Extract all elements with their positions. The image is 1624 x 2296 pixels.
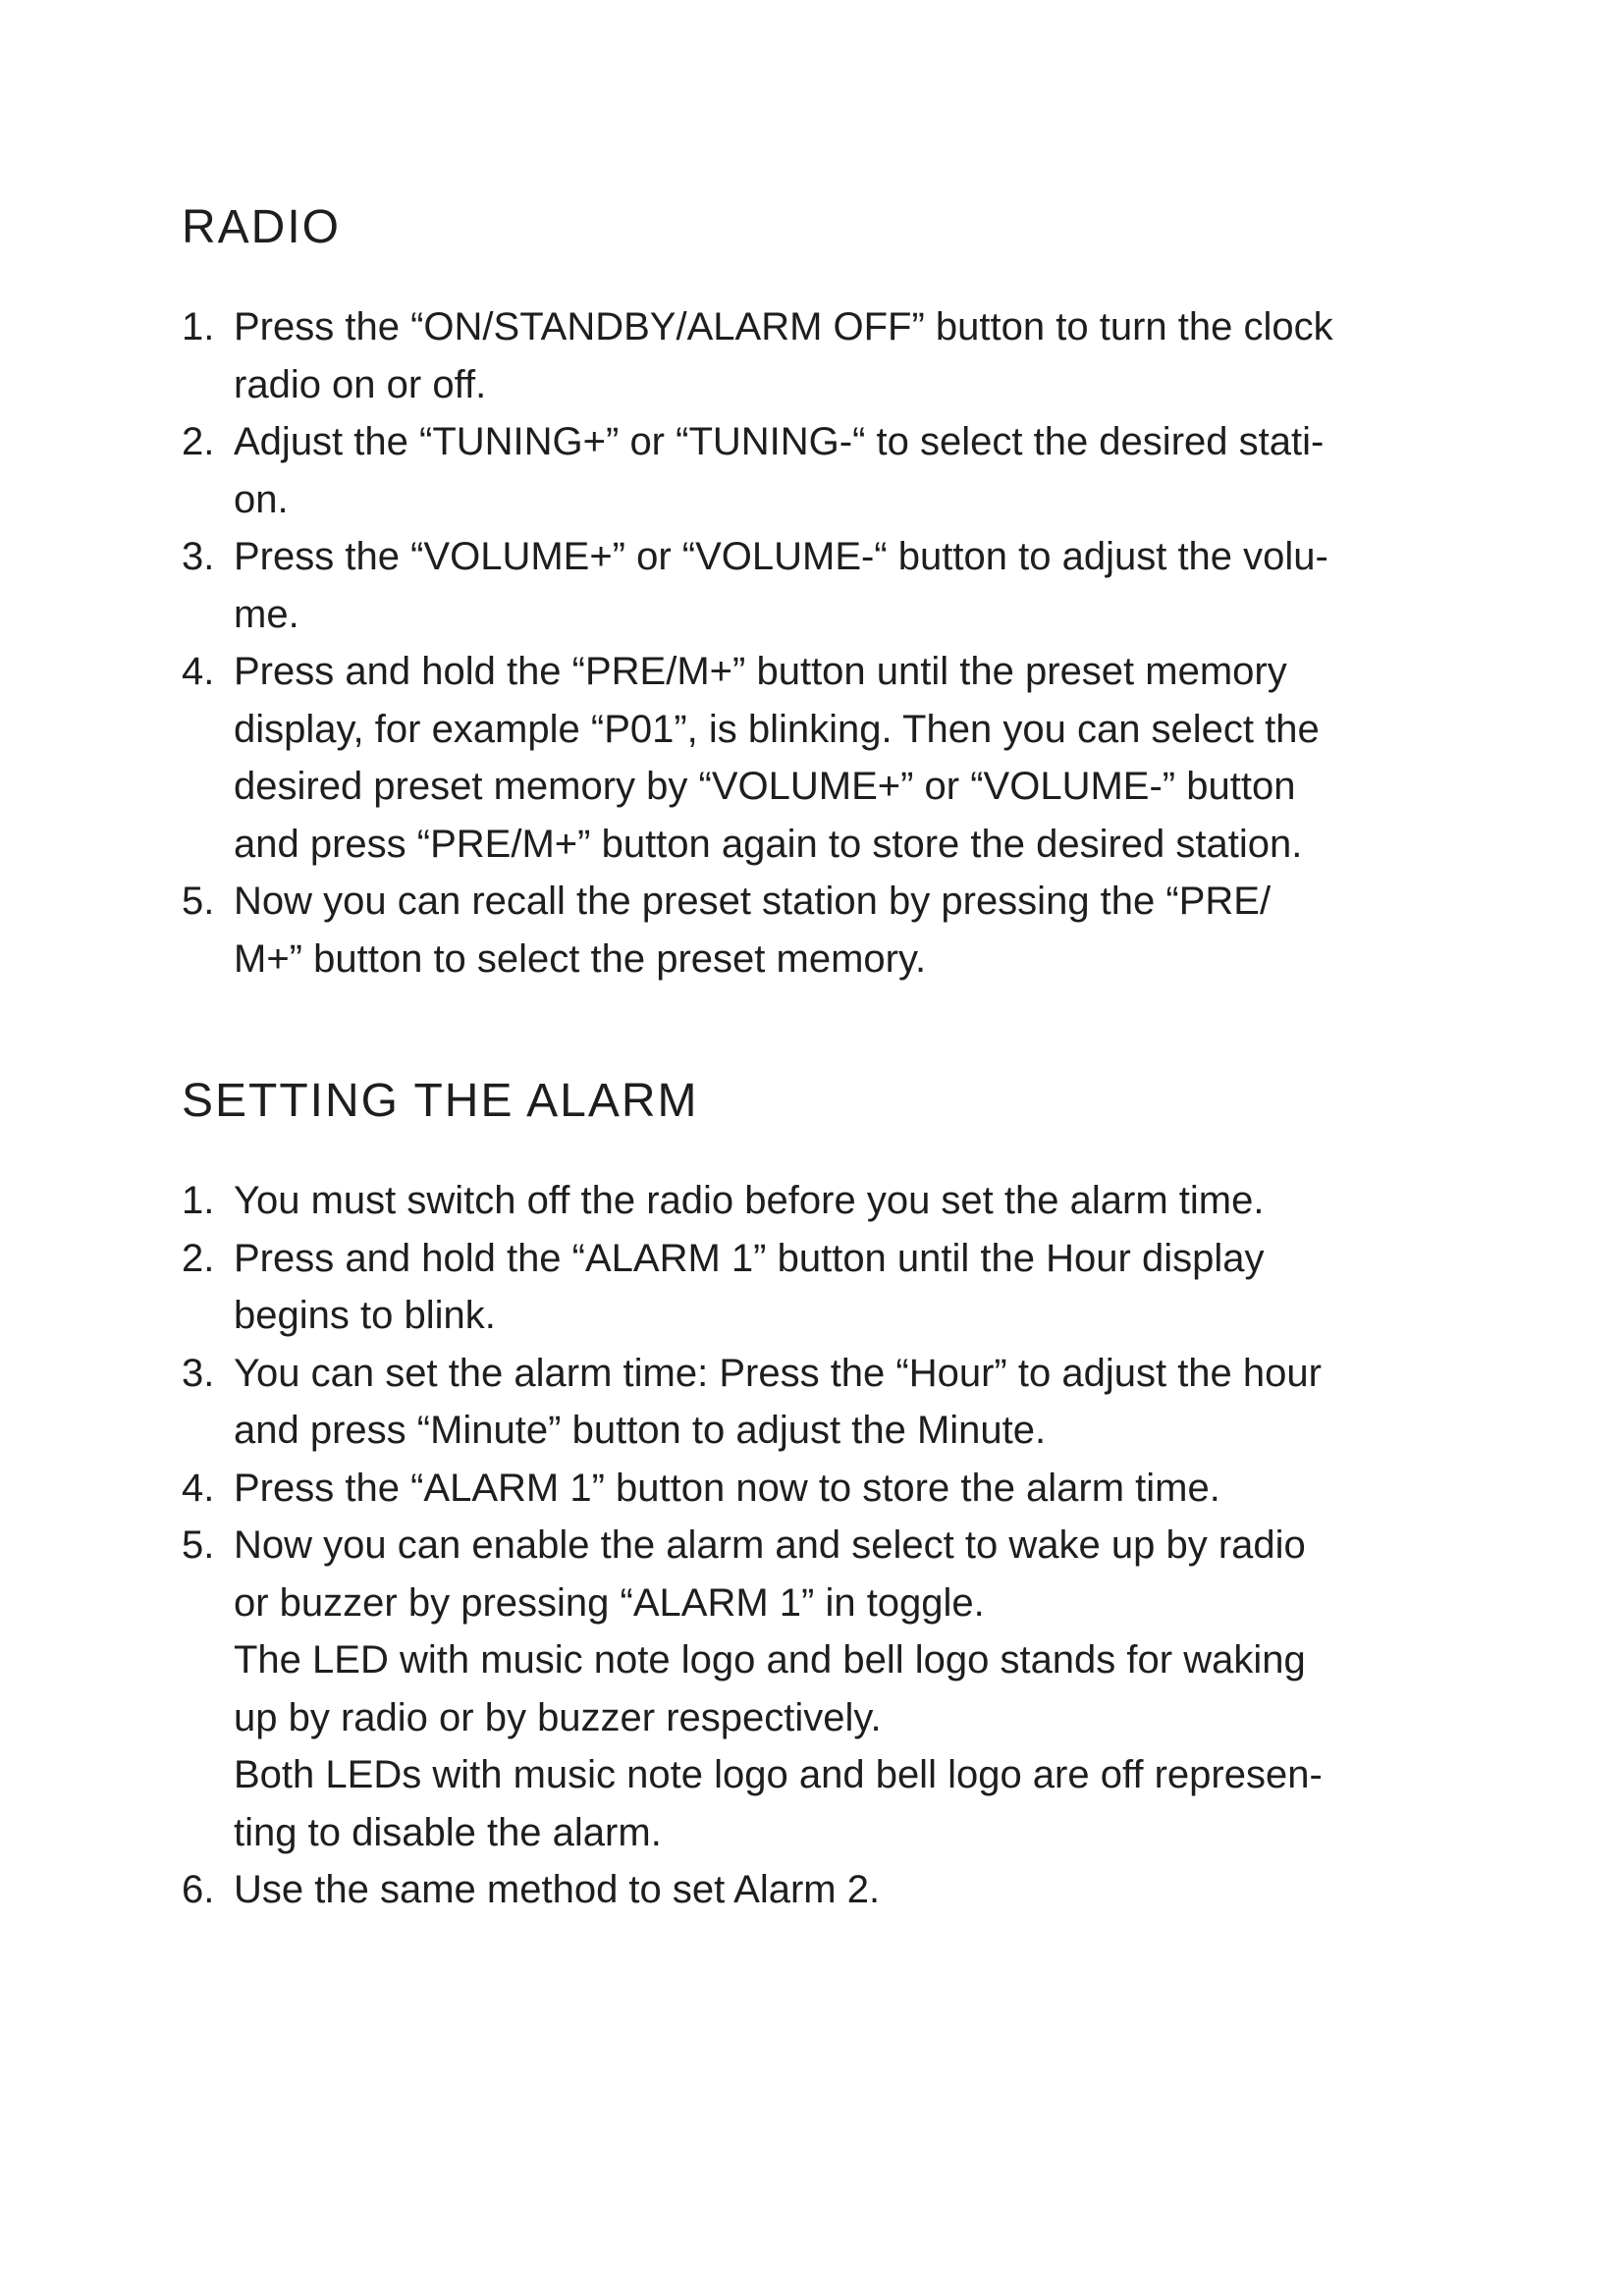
- step-text-line: begins to blink.: [234, 1294, 496, 1337]
- radio-step-1: [182, 298, 1478, 413]
- step-number: 6.: [182, 1868, 215, 1911]
- step-number: 5.: [182, 880, 215, 923]
- step-text-line: me.: [234, 592, 299, 636]
- step-text-line: Press the “VOLUME+” or “VOLUME-“ button to adjust the volu-: [234, 535, 1328, 578]
- step-text-line: or buzzer by pressing “ALARM 1” in toggle.: [234, 1580, 985, 1625]
- radio-step-3: [182, 528, 1478, 643]
- step-text-line: Now you can enable the alarm and select to wake up by radio: [234, 1523, 1306, 1567]
- step-number: 4.: [182, 650, 215, 693]
- alarm-step-3: [182, 1345, 1478, 1460]
- radio-heading: RADIO: [182, 201, 342, 253]
- step-text-line: M+” button to select the preset memory.: [234, 936, 927, 981]
- step-text-line: desired preset memory by “VOLUME+” or “VOLUME-” button: [234, 765, 1296, 808]
- alarm-step-1: [182, 1172, 1478, 1230]
- step-number: 2.: [182, 1236, 215, 1280]
- alarm-step-6: [182, 1861, 1478, 1919]
- radio-step-2: [182, 413, 1478, 528]
- alarm-heading: SETTING THE ALARM: [182, 1075, 699, 1127]
- step-text-line: and press “PRE/M+” button again to store the desired station.: [234, 822, 1303, 866]
- step-number: 1.: [182, 305, 215, 348]
- radio-section: [182, 196, 1478, 988]
- step-text-line: on.: [234, 477, 289, 521]
- step-text-line: up by radio or by buzzer respectively.: [234, 1695, 882, 1739]
- alarm-section: [182, 1070, 1478, 1919]
- radio-step-5: [182, 873, 1478, 988]
- step-text-line: and press “Minute” button to adjust the Minute.: [234, 1409, 1047, 1452]
- step-number: 4.: [182, 1466, 215, 1510]
- step-text-line: Press the “ON/STANDBY/ALARM OFF” button to turn the clock: [234, 305, 1333, 348]
- step-text-line: Adjust the “TUNING+” or “TUNING-“ to select the desired stati-: [234, 420, 1325, 463]
- step-number: 5.: [182, 1523, 215, 1567]
- step-text-line: You must switch off the radio before you set the alarm time.: [234, 1179, 1265, 1222]
- step-text-line: radio on or off.: [234, 362, 487, 406]
- step-text-line: Both LEDs with music note logo and bell logo are off represen-: [234, 1753, 1323, 1796]
- alarm-step-5: [182, 1517, 1478, 1861]
- alarm-steps-list: [182, 1172, 1478, 1919]
- step-number: 1.: [182, 1179, 215, 1222]
- step-text-line: display, for example “P01”, is blinking. Then you can select the: [234, 707, 1320, 751]
- step-text-line: ting to disable the alarm.: [234, 1810, 662, 1854]
- step-text-line: The LED with music note logo and bell logo stands for waking: [234, 1638, 1306, 1682]
- step-number: 3.: [182, 535, 215, 578]
- step-number: 2.: [182, 420, 215, 463]
- alarm-step-2: [182, 1230, 1478, 1345]
- radio-step-4: [182, 643, 1478, 873]
- step-text-line: Press and hold the “PRE/M+” button until the preset memory: [234, 650, 1287, 693]
- step-text-line: Press and hold the “ALARM 1” button until the Hour display: [234, 1236, 1265, 1280]
- step-text-line: Use the same method to set Alarm 2.: [234, 1868, 881, 1911]
- alarm-step-4: [182, 1460, 1478, 1518]
- radio-steps-list: [182, 298, 1478, 988]
- step-number: 3.: [182, 1351, 215, 1395]
- step-text-line: You can set the alarm time: Press the “Hour” to adjust the hour: [234, 1351, 1322, 1395]
- step-text-line: Press the “ALARM 1” button now to store the alarm time.: [234, 1466, 1220, 1510]
- step-text-line: Now you can recall the preset station by pressing the “PRE/: [234, 880, 1272, 923]
